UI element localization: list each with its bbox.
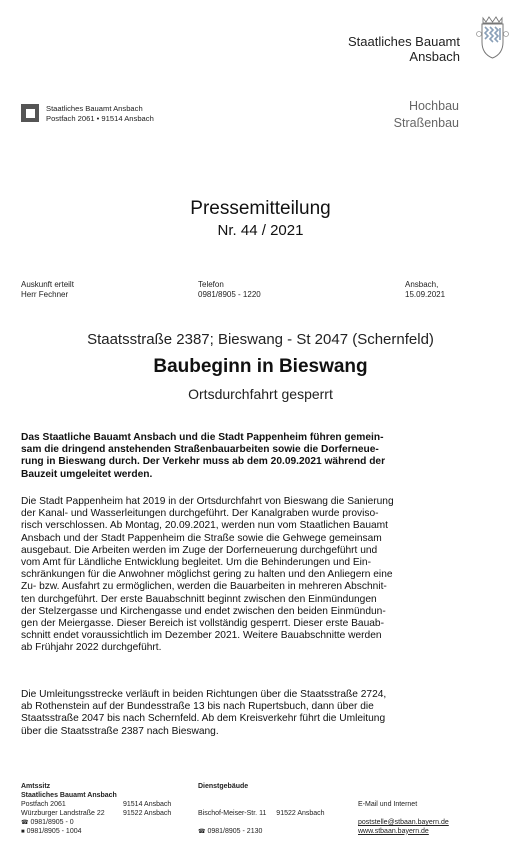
document-title: Pressemitteilung xyxy=(190,198,331,219)
body-line: ab Frühjahr 2022 durchgeführt. xyxy=(21,642,162,654)
body-line: ausgebaut. Die Arbeiten werden im Zuge der Dorferneuerung durchgeführt und xyxy=(21,544,378,556)
date: 15.09.2021 xyxy=(405,290,446,299)
footer-phone: 0981/8905 - 0 xyxy=(30,819,74,826)
body-line: ab Rothenstein auf der Bundesstraße 13 bis nach Rupertsbuch, dann über die xyxy=(21,701,374,713)
bauamt-logo-icon xyxy=(21,104,39,122)
contact-name: Herr Fechner xyxy=(21,290,69,299)
contact-label: Auskunft erteilt xyxy=(21,280,74,289)
sender-line2: Postfach 2061 • 91514 Ansbach xyxy=(46,114,154,123)
addr1-right: 91514 Ansbach xyxy=(123,801,172,808)
date-info xyxy=(405,280,445,300)
body-paragraph-2 xyxy=(21,689,491,738)
body-line: gen der Meiergasse. Dieser Bereich ist vollständig gesperrt. Dieser erste Bauab- xyxy=(21,618,384,630)
body-line: Ansbach und der Stadt Pappenheim die Straße sowie die Gehwege gemeinsam xyxy=(21,532,382,544)
phone-label: Telefon xyxy=(198,280,224,289)
body-line: Die Umleitungsstrecke verläuft in beiden Richtungen über die Staatsstraße 2724, xyxy=(21,689,387,700)
body-line: risch verschlossen. Ab Montag, 20.09.2021, werden nun vom Staatlichen Bauamt xyxy=(21,520,388,532)
dienst-city: 91522 Ansbach xyxy=(276,810,325,817)
main-headline: Baubeginn in Bieswang xyxy=(153,356,368,377)
fax-icon: ■ xyxy=(21,828,25,835)
lead-paragraph xyxy=(21,432,491,481)
lead-line: Bauzeit umgeleitet werden. xyxy=(21,468,153,480)
dienst-label: Dienstgebäude xyxy=(198,783,249,790)
footer-links xyxy=(358,819,449,836)
lead-line: Das Staatliche Bauamt Ansbach und die Stadt Pappenheim führen gemein- xyxy=(21,432,384,443)
phone-value: 0981/8905 - 1220 xyxy=(198,290,261,299)
footer-dienst-address xyxy=(198,810,325,819)
lead-line: sam die dringend anstehenden Straßenbauarbeiten sowie die Dorferneue- xyxy=(21,444,379,456)
amtssitz-name: Staatliches Bauamt Ansbach xyxy=(21,791,117,799)
footer-dienst-phone-row xyxy=(198,828,262,837)
sender-address xyxy=(46,104,154,124)
phone-info xyxy=(198,280,261,300)
document-number: Nr. 44 / 2021 xyxy=(217,222,304,239)
footer-fax: 0981/8905 - 1004 xyxy=(26,827,82,835)
body-line: schränkungen für die Anwohner möglichst gering zu halten und den Anliegern eine xyxy=(21,569,393,581)
body-line: Die Stadt Pappenheim hat 2019 in der Ortsdurchfahrt von Bieswang die Sanierung xyxy=(21,496,394,507)
dept-hochbau: Hochbau xyxy=(408,99,459,113)
org-name-line2: Ansbach xyxy=(409,49,460,64)
body-paragraph-1 xyxy=(21,496,491,655)
addr2-left: Würzburger Landstraße 22 xyxy=(21,809,105,817)
footer-addr-right xyxy=(123,801,171,818)
footer-amtssitz xyxy=(21,783,117,800)
body-line: schnitt endet voraussichtlich im Dezember 2021. Weitere Bauabschnitte werden xyxy=(21,630,382,642)
email-link[interactable]: poststelle@stbaan.bayern.de xyxy=(358,819,449,826)
body-line: vom Amt für Ländliche Entwicklung begleitet. Um die Behinderungen und Ein- xyxy=(21,557,371,569)
contact-info xyxy=(21,280,74,300)
body-line: Staatsstraße 2047 bis nach Schernfeld. Ab dem Kreisverkehr führt die Umleitung xyxy=(21,713,386,725)
footer-contact-label: E-Mail und Internet xyxy=(358,801,418,808)
body-line: Zu- bzw. Ausfahrt zu ermöglichen, werden die Bauarbeiten in mehreren Abschnit- xyxy=(21,581,387,593)
department-block xyxy=(394,98,459,132)
sub-headline: Ortsdurchfahrt gesperrt xyxy=(188,386,333,402)
dept-strassenbau: Straßenbau xyxy=(393,116,459,130)
road-heading: Staatsstraße 2387; Bieswang - St 2047 (Schernfeld) xyxy=(87,331,434,348)
website-link[interactable]: www.stbaan.bayern.de xyxy=(358,827,429,835)
amtssitz-label: Amtssitz xyxy=(21,783,51,790)
lead-line: rung in Bieswang durch. Der Verkehr muss ab dem 20.09.2021 während der xyxy=(21,456,386,468)
footer-phones xyxy=(21,819,82,836)
bavarian-crest-icon xyxy=(476,14,509,60)
org-name-line1: Staatliches Bauamt xyxy=(347,34,460,49)
body-line: der Kanal- und Wasserleitungen durchgeführt. Der Kanalgraben wurde proviso- xyxy=(21,508,379,520)
phone-icon: ☎ xyxy=(198,829,206,835)
body-line: ten durchgeführt. Der erste Bauabschnitt beginnt zwischen den Einmündungen xyxy=(21,593,377,605)
sender-line1: Staatliches Bauamt Ansbach xyxy=(46,104,143,113)
phone-icon: ☎ xyxy=(21,820,29,826)
dienst-phone: 0981/8905 - 2130 xyxy=(207,828,263,835)
footer-dienstgebaeude xyxy=(198,783,248,792)
dienst-street: Bischof-Meiser-Str. 11 xyxy=(198,810,267,817)
addr2-right: 91522 Ansbach xyxy=(123,809,172,817)
addr1-left: Postfach 2061 xyxy=(21,801,66,808)
place: Ansbach, xyxy=(405,280,439,289)
body-line: der Stelzergasse und Kirchengasse und endet zwischen den beiden Einmündun- xyxy=(21,605,386,617)
organization-name xyxy=(348,34,460,64)
body-line: über die Staatsstraße 2387 nach Bieswang. xyxy=(21,725,219,737)
footer-addr-left xyxy=(21,801,105,818)
